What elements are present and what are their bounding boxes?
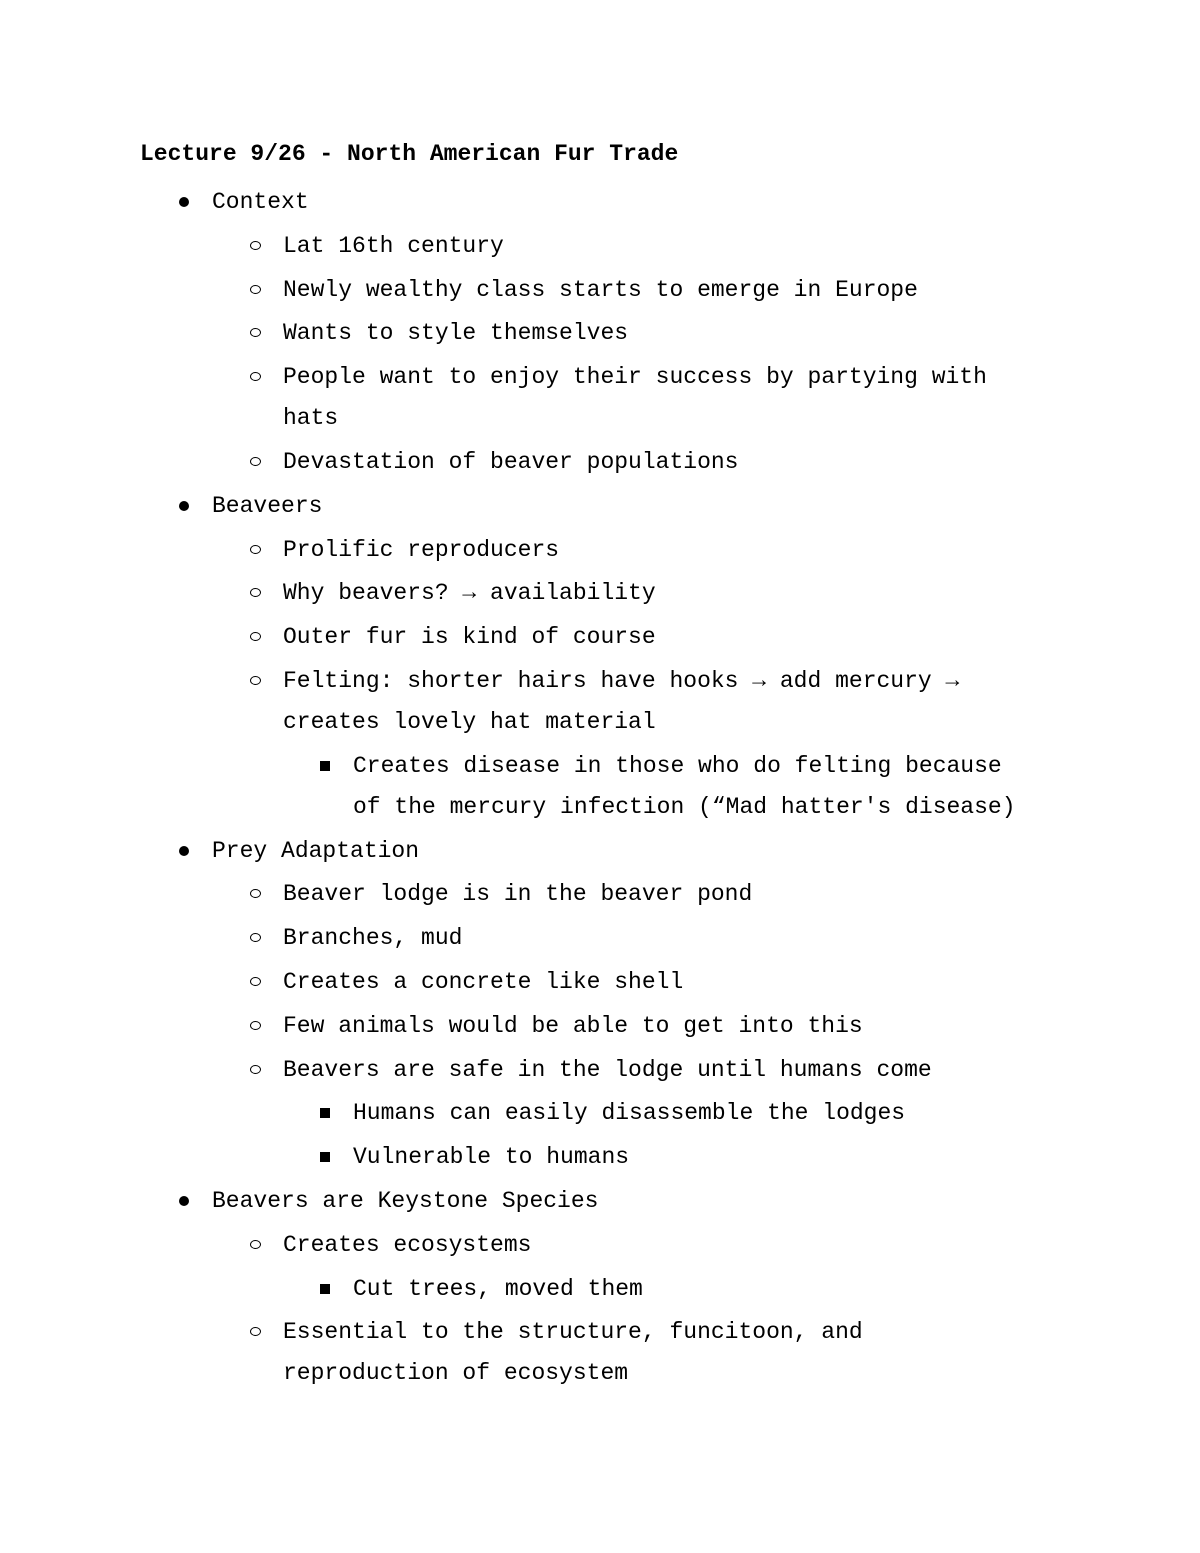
list-item [0,962,1013,1003]
list-item [0,617,1013,658]
list-item-text: People want to enjoy their success by partying with hats [283,364,987,432]
list-item [0,1181,1072,1222]
list-item-text: Few animals would be able to get into this [283,1012,863,1039]
list-item-text: Prey Adaptation [212,837,420,864]
list-item [0,1093,1043,1134]
square-bullet-icon [320,1152,330,1162]
list-item-text: Wants to style themselves [283,320,629,347]
list-item-text: Beavers are safe in the lodge until humans come [283,1056,932,1083]
circle-bullet-icon [250,1240,261,1249]
list-item [0,573,1013,614]
list-item-text: Humans can easily disassemble the lodges [353,1100,906,1127]
circle-bullet-icon [250,372,261,381]
list-item-text: Essential to the structure, funcitoon, and reproduction of ecosystem [283,1319,863,1387]
list-item-text: Devastation of beaver populations [283,448,739,475]
square-bullet-icon [320,1108,330,1118]
circle-bullet-icon [250,588,261,597]
disc-bullet-icon [179,197,189,207]
list-item [0,874,1013,915]
list-item [0,226,1013,267]
list-item [0,530,1013,571]
list-item-text: Creates ecosystems [283,1231,532,1258]
list-item-text: Creates a concrete like shell [283,968,684,995]
list-item-text: Creates disease in those who do felting because of the mercury infection (“Mad hatter's disease) [353,752,1016,820]
circle-bullet-icon [250,889,261,898]
circle-bullet-icon [250,545,261,554]
circle-bullet-icon [250,457,261,466]
list-item [0,1050,1013,1091]
square-bullet-icon [320,761,330,771]
list-item-text: Beaveers [212,492,323,519]
circle-bullet-icon [250,632,261,641]
disc-bullet-icon [179,846,189,856]
bullet-outline [0,182,1200,1397]
list-item-text: Why beavers? → availability [283,580,656,607]
circle-bullet-icon [250,328,261,337]
list-item-text: Cut trees, moved them [353,1275,643,1302]
list-item-text: Beavers are Keystone Species [212,1187,599,1214]
list-item [0,1137,1043,1178]
list-item-text: Lat 16th century [283,232,504,259]
circle-bullet-icon [250,676,261,685]
list-item-text: Beaver lodge is in the beaver pond [283,881,753,908]
disc-bullet-icon [179,501,189,511]
list-item [0,918,1013,959]
circle-bullet-icon [250,241,261,250]
circle-bullet-icon [250,977,261,986]
page-title: Lecture 9/26 - North American Fur Trade [140,141,679,167]
list-item [0,661,1013,743]
list-item-text: Branches, mud [283,925,463,952]
list-item-text: Newly wealthy class starts to emerge in Europe [283,276,918,303]
list-item-text: Context [212,189,309,215]
circle-bullet-icon [250,285,261,294]
list-item-text: Outer fur is kind of course [283,624,656,651]
list-item [0,357,1013,439]
list-item [0,182,1072,223]
list-item-text: Vulnerable to humans [353,1144,630,1171]
list-item [0,831,1072,872]
list-item [0,1312,1013,1394]
circle-bullet-icon [250,1021,261,1030]
circle-bullet-icon [250,1065,261,1074]
list-item [0,313,1013,354]
circle-bullet-icon [250,933,261,942]
list-item [0,746,1043,828]
list-item [0,442,1013,483]
circle-bullet-icon [250,1327,261,1336]
list-item-text: Prolific reproducers [283,536,560,563]
list-item-text: Felting: shorter hairs have hooks → add mercury → creates lovely hat material [283,667,960,735]
list-item [0,486,1072,527]
list-item [0,1269,1043,1310]
disc-bullet-icon [179,1196,189,1206]
list-item [0,1225,1013,1266]
list-item [0,270,1013,311]
square-bullet-icon [320,1284,330,1294]
list-item [0,1006,1013,1047]
